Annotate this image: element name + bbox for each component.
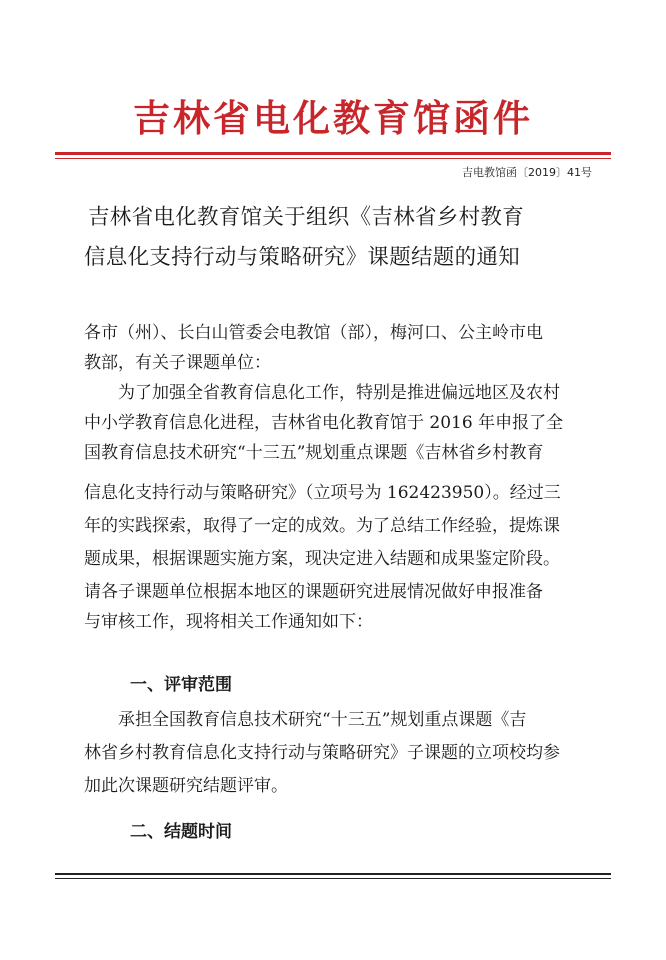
footer-rule-thick: [55, 873, 611, 875]
footer-rule-thin: [55, 878, 611, 879]
notice-title-line-1: 吉林省电化教育馆关于组织《吉林省乡村教育: [88, 205, 525, 230]
document-number: 吉电教馆函〔2019〕41号: [462, 166, 592, 179]
section-1-heading: 一、评审范围: [130, 675, 232, 695]
section-2-heading: 二、结题时间: [130, 822, 232, 842]
intro-line-2: 中小学教育信息化进程，吉林省电化教育馆于 2016 年申报了全: [84, 413, 564, 433]
intro-line-8: 与审核工作，现将相关工作通知如下：: [84, 612, 373, 632]
intro-line-5: 年的实践探索，取得了一定的成效。为了总结工作经验，提炼课: [84, 516, 560, 536]
addressee-line-1: 各市（州）、长白山管委会电教馆（部），梅河口、公主岭市电: [84, 323, 543, 343]
letterhead-rule-thick: [55, 152, 611, 155]
intro-line-3: 国教育信息技术研究“十三五”规划重点课题《吉林省乡村教育: [84, 443, 544, 463]
letterhead-rule-thin: [55, 158, 611, 159]
addressee-line-2: 教部，有关子课题单位：: [84, 353, 271, 373]
section-1-line-1: 承担全国教育信息技术研究“十三五”规划重点课题《吉: [118, 710, 527, 730]
intro-line-6: 题成果，根据课题实施方案，现决定进入结题和成果鉴定阶段。: [84, 549, 560, 569]
intro-line-7: 请各子课题单位根据本地区的课题研究进展情况做好申报准备: [84, 582, 543, 602]
intro-line-4: 信息化支持行动与策略研究》（立项号为 162423950）。经过三: [84, 483, 561, 503]
section-1-line-3: 加此次课题研究结题评审。: [84, 776, 288, 796]
notice-title-line-2: 信息化支持行动与策略研究》课题结题的通知: [84, 245, 521, 270]
section-1-line-2: 林省乡村教育信息化支持行动与策略研究》子课题的立项校均参: [84, 743, 560, 763]
intro-line-1: 为了加强全省教育信息化工作，特别是推进偏远地区及农村: [118, 383, 560, 403]
letterhead-title: 吉林省电化教育馆函件: [133, 97, 533, 140]
